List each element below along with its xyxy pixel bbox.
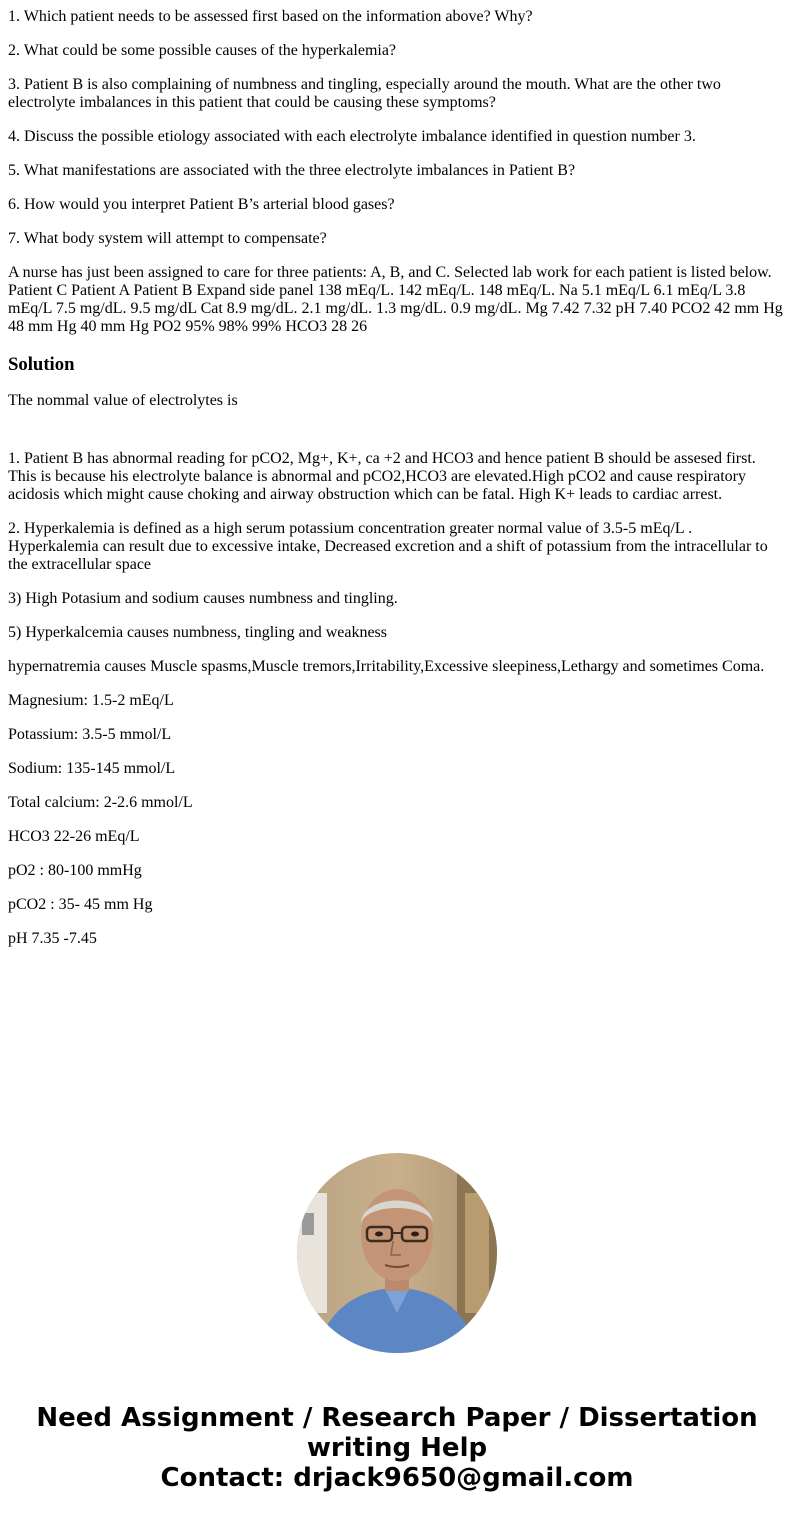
answer-3: 3) High Potasium and sodium causes numbness and tingling.: [8, 590, 398, 607]
question-4: 4. Discuss the possible etiology associated with each electrolyte imbalance identified in question number 3.: [8, 128, 696, 145]
author-avatar: [297, 1153, 497, 1353]
answer-1: 1. Patient B has abnormal reading for pCO2, Mg+, K+, ca +2 and HCO3 and hence patient B should be assesed first. This is because his electrolyte balance is abnormal and pCO2,HCO3 are elevated.High pCO2 and cause respiratory acidosis which might cause choking and airway obstruction which can be fatal. High K+ leads to cardiac arrest.: [8, 450, 756, 503]
answer-2: 2. Hyperkalemia is defined as a high serum potassium concentration greater normal value of 3.5-5 mEq/L . Hyperkalemia can result due to excessive intake, Decreased excretion and a shift of potassium from the intracellular to the extracellular space: [8, 520, 768, 573]
footer-banner: [0, 1403, 794, 1493]
normal-value-pco2: pCO2 : 35- 45 mm Hg: [8, 896, 153, 913]
question-3: 3. Patient B is also complaining of numbness and tingling, especially around the mouth. What are the other two electrolyte imbalances in this patient that could be causing these symptoms?: [8, 76, 721, 111]
question-6: 6. How would you interpret Patient B’s arterial blood gases?: [8, 196, 395, 213]
footer-line-2: writing Help: [306, 1433, 488, 1463]
question-1: 1. Which patient needs to be assessed first based on the information above? Why?: [8, 8, 533, 25]
answer-hypernatremia: hypernatremia causes Muscle spasms,Muscle tremors,Irritability,Excessive sleepiness,Lethargy and sometimes Coma.: [8, 658, 765, 675]
question-2: 2. What could be some possible causes of the hyperkalemia?: [8, 42, 397, 59]
footer-line-1: Need Assignment / Research Paper / Dissertation: [36, 1403, 758, 1433]
blank-line: [8, 426, 786, 442]
normal-value-hco3: HCO3 22-26 mEq/L: [8, 828, 140, 845]
normal-value-calcium: Total calcium: 2-2.6 mmol/L: [8, 794, 193, 811]
normal-value-potassium: Potassium: 3.5-5 mmol/L: [8, 726, 172, 743]
document-content: [8, 0, 786, 964]
normal-value-sodium: Sodium: 135-145 mmol/L: [8, 760, 176, 777]
solution-intro: The nommal value of electrolytes is: [8, 392, 238, 409]
footer-contact: Contact: drjack9650@gmail.com: [160, 1463, 634, 1493]
question-7: 7. What body system will attempt to compensate?: [8, 230, 327, 247]
answer-5: 5) Hyperkalcemia causes numbness, tingling and weakness: [8, 624, 388, 641]
solution-heading: Solution: [8, 354, 75, 375]
question-5: 5. What manifestations are associated with the three electrolyte imbalances in Patient B?: [8, 162, 576, 179]
normal-value-po2: pO2 : 80-100 mmHg: [8, 862, 142, 879]
normal-value-magnesium: Magnesium: 1.5-2 mEq/L: [8, 692, 174, 709]
scenario-text: A nurse has just been assigned to care for three patients: A, B, and C. Selected lab work for each patient is listed below. Patient C Patient A Patient B Expand side panel 138 mEq/L. 142 mEq/L. 148 mEq/L. Na 5.1 mEq/L 6.1 mEq/L 3.8 mEq/L 7.5 mg/dL. 9.5 mg/dL Cat 8.9 mg/dL. 2.1 mg/dL. 1.3 mg/dL. 0.9 mg/dL. Mg 7.42 7.32 pH 7.40 PCO2 42 mm Hg 48 mm Hg 40 mm Hg PO2 95% 98% 99% HCO3 28 26: [8, 264, 783, 335]
normal-value-ph: pH 7.35 -7.45: [8, 930, 97, 947]
person-photo-icon: [297, 1153, 497, 1353]
